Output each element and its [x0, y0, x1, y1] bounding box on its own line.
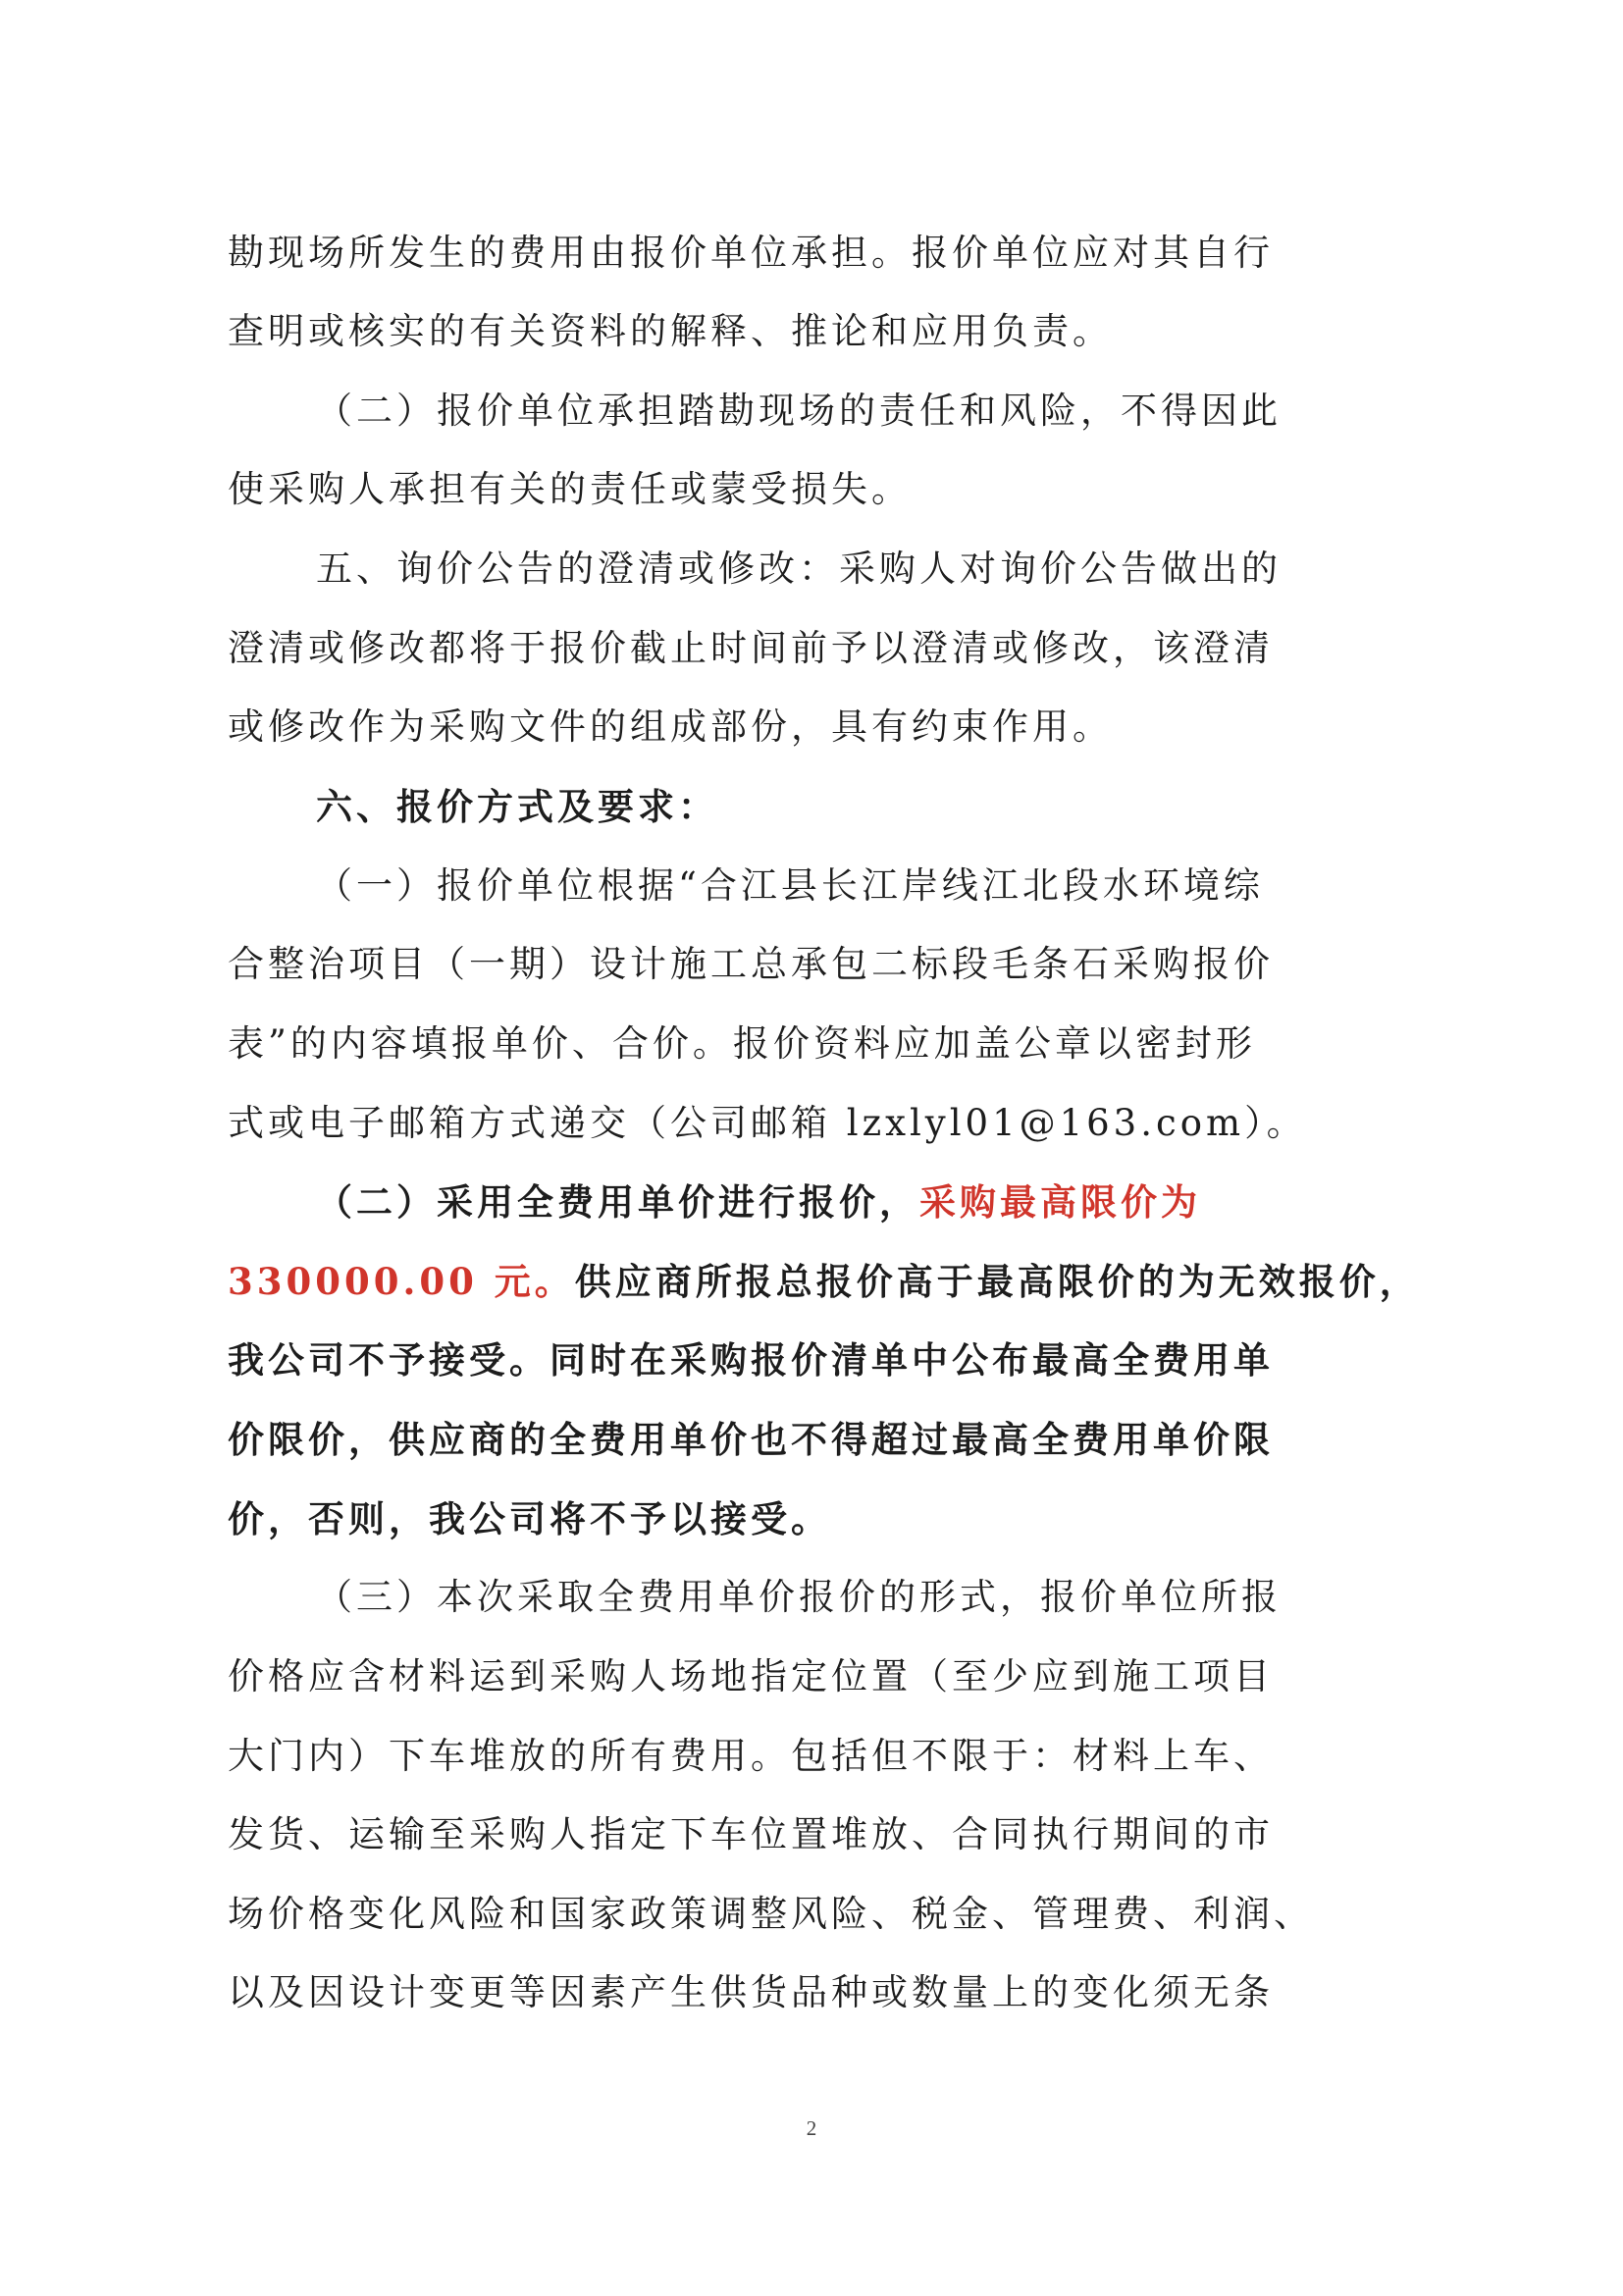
max-price-clause-line [316, 1173, 1493, 1231]
body-text-line: 澄清或修改都将于报价截止时间前予以澄清或修改，该澄清 [228, 627, 1274, 669]
body-text-line: 发货、运输至采购人指定下车位置堆放、合同执行期间的市 [228, 1813, 1274, 1855]
max-price-unit: 元。 [477, 1260, 575, 1303]
body-text-line: 勘现场所发生的费用由报价单位承担。报价单位应对其自行 [228, 232, 1274, 274]
body-text-line: 价，否则，我公司将不予以接受。 [228, 1497, 831, 1540]
body-text-line: 查明或核实的有关资料的解释、推论和应用负责。 [228, 310, 1113, 352]
page-number: 2 [806, 2116, 817, 2140]
clause-3-line: （三）本次采取全费用单价报价的形式，报价单位所报 [316, 1576, 1282, 1618]
email-line: 式或电子邮箱方式递交（公司邮箱 lzxlyl01@163.com）。 [228, 1102, 1307, 1144]
body-text-line: 表”的内容填报单价、合价。报价资料应加盖公章以密封形 [228, 1022, 1256, 1065]
body-text-line: 场价格变化风险和国家政策调整风险、税金、管理费、利润、 [228, 1893, 1314, 1935]
body-text-line: 以及因设计变更等因素产生供货品种或数量上的变化须无条 [228, 1971, 1274, 2013]
body-text-line: 我公司不予接受。同时在采购报价清单中公布最高全费用单 [228, 1338, 1274, 1382]
clause-2-heading-line: （二）报价单位承担踏勘现场的责任和风险，不得因此 [316, 390, 1282, 432]
body-text-line: 价格应含材料运到采购人场地指定位置（至少应到施工项目 [228, 1655, 1274, 1697]
max-price-rest: 供应商所报总报价高于最高限价的为无效报价， [574, 1260, 1420, 1303]
section-6-heading: 六、报价方式及要求： [316, 785, 718, 828]
max-price-amount-line [228, 1252, 1420, 1311]
max-price-label: 采购最高限价为 [919, 1180, 1201, 1224]
body-text-line: 价限价，供应商的全费用单价也不得超过最高全费用单价限 [228, 1418, 1274, 1461]
max-price-clause-prefix: （二）采用全费用单价进行报价， [316, 1180, 919, 1224]
body-text-line: 或修改作为采购文件的组成部份，具有约束作用。 [228, 705, 1113, 748]
section-5-heading-line: 五、询价公告的澄清或修改：采购人对询价公告做出的 [316, 548, 1282, 590]
max-price-amount: 330000.00 [228, 1260, 478, 1303]
clause-1-line: （一）报价单位根据“合江县长江岸线江北段水环境综 [316, 864, 1264, 907]
body-text-line: 使采购人承担有关的责任或蒙受损失。 [228, 468, 912, 510]
body-text-line: 大门内）下车堆放的所有费用。包括但不限于：材料上车、 [228, 1735, 1274, 1777]
body-text-line: 合整治项目（一期）设计施工总承包二标段毛条石采购报价 [228, 943, 1274, 985]
